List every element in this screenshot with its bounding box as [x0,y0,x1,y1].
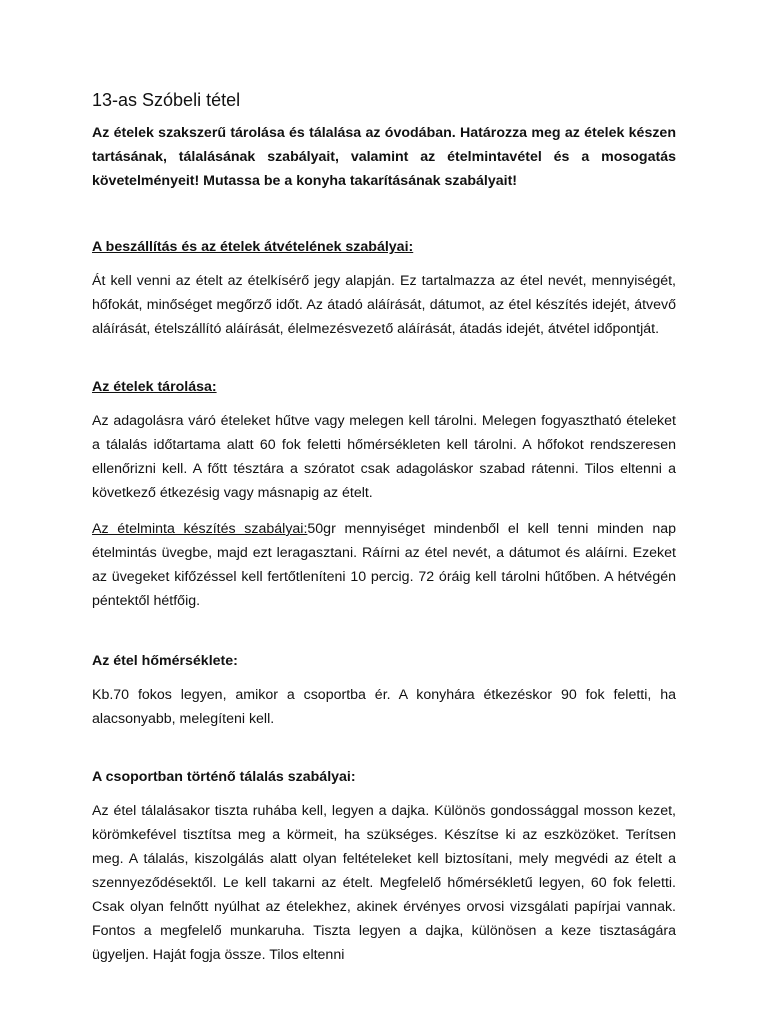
document-page [92,88,676,967]
section-heading-serving: A csoportban történő tálalás szabályai: [92,769,356,785]
section-text-delivery: Át kell venni az ételt az ételkísérő jegy alapján. Ez tartalmazza az étel nevét, mennyiségét, hőfokát, minőséget megőrző időt. Az átadó aláírását, dátumot, az étel készítés idejét, átvevő aláírását, ételszállító aláírását, élelmezésvezető aláírását, átadás idejét, átvétel időpontját. [92,273,676,337]
sample-rules-text: 50gr mennyiséget mindenből el kell tenni minden nap ételmintás üvegbe, majd ezt leragasztani. Ráírni az étel nevét, a dátumot és aláírni. Ezeket az üvegeket kifőzéssel kell fertőtleníteni 10 percig. 72 óráig kell tárolni hűtőben. A hétvégén péntektől hétfőig. [92,521,677,609]
section-text-temperature: Kb.70 fokos legyen, amikor a csoportba ér. A konyhára étkezéskor 90 fok feletti, ha alacsonyabb, melegíteni kell. [92,687,676,727]
section-heading-temperature: Az étel hőmérséklete: [92,653,238,669]
document-title: 13-as Szóbeli tétel [92,90,241,110]
section-text-storage: Az adagolásra váró ételeket hűtve vagy melegen kell tárolni. Melegen fogyasztható ételeket a tálalás időtartama alatt 60 fok feletti hőmérsékleten kell tárolni. A hőfokot rendszeresen ellenőrizni kell. A főtt tésztára a szóratot csak adagoláskor szabad rátenni. Tilos eltenni a következő étkezésig vagy másnapig az ételt. [92,413,676,501]
section-heading-storage: Az ételek tárolása: [92,379,217,395]
section-text-serving: Az étel tálalásakor tiszta ruhába kell, legyen a dajka. Különös gondossággal mosson kezet, körömkefével tisztítsa meg a körmeit, ha szükséges. Készítse ki az eszközöket. Terítsen meg. A tálalás, kiszolgálás alatt olyan feltételeket kell biztosítani, mely megvédi az ételt a szennyeződésektől. Le kell takarni az ételt. Megfelelő hőmérsékletű legyen, 60 fok feletti. Csak olyan felnőtt nyúlhat az ételekhez, akinek érvényes orvosi vizsgálati papírjai vannak. Fontos a megfelelő munkaruha. Tiszta legyen a dajka, különösen a keze tisztaságára ügyeljen. Haját fogja össze. Tilos eltenni [92,803,676,963]
sample-rules-heading: Az ételminta készítés szabályai: [92,521,308,537]
sample-rules-paragraph [92,517,676,613]
intro-paragraph: Az ételek szakszerű tárolása és tálalása az óvodában. Határozza meg az ételek készen tartásának, tálalásának szabályait, valamint az ételmintavétel és a mosogatás követelményeit! Mutassa be a konyha takarításának szabályait! [92,125,676,189]
section-heading-delivery: A beszállítás és az ételek átvételének szabályai: [92,239,414,255]
